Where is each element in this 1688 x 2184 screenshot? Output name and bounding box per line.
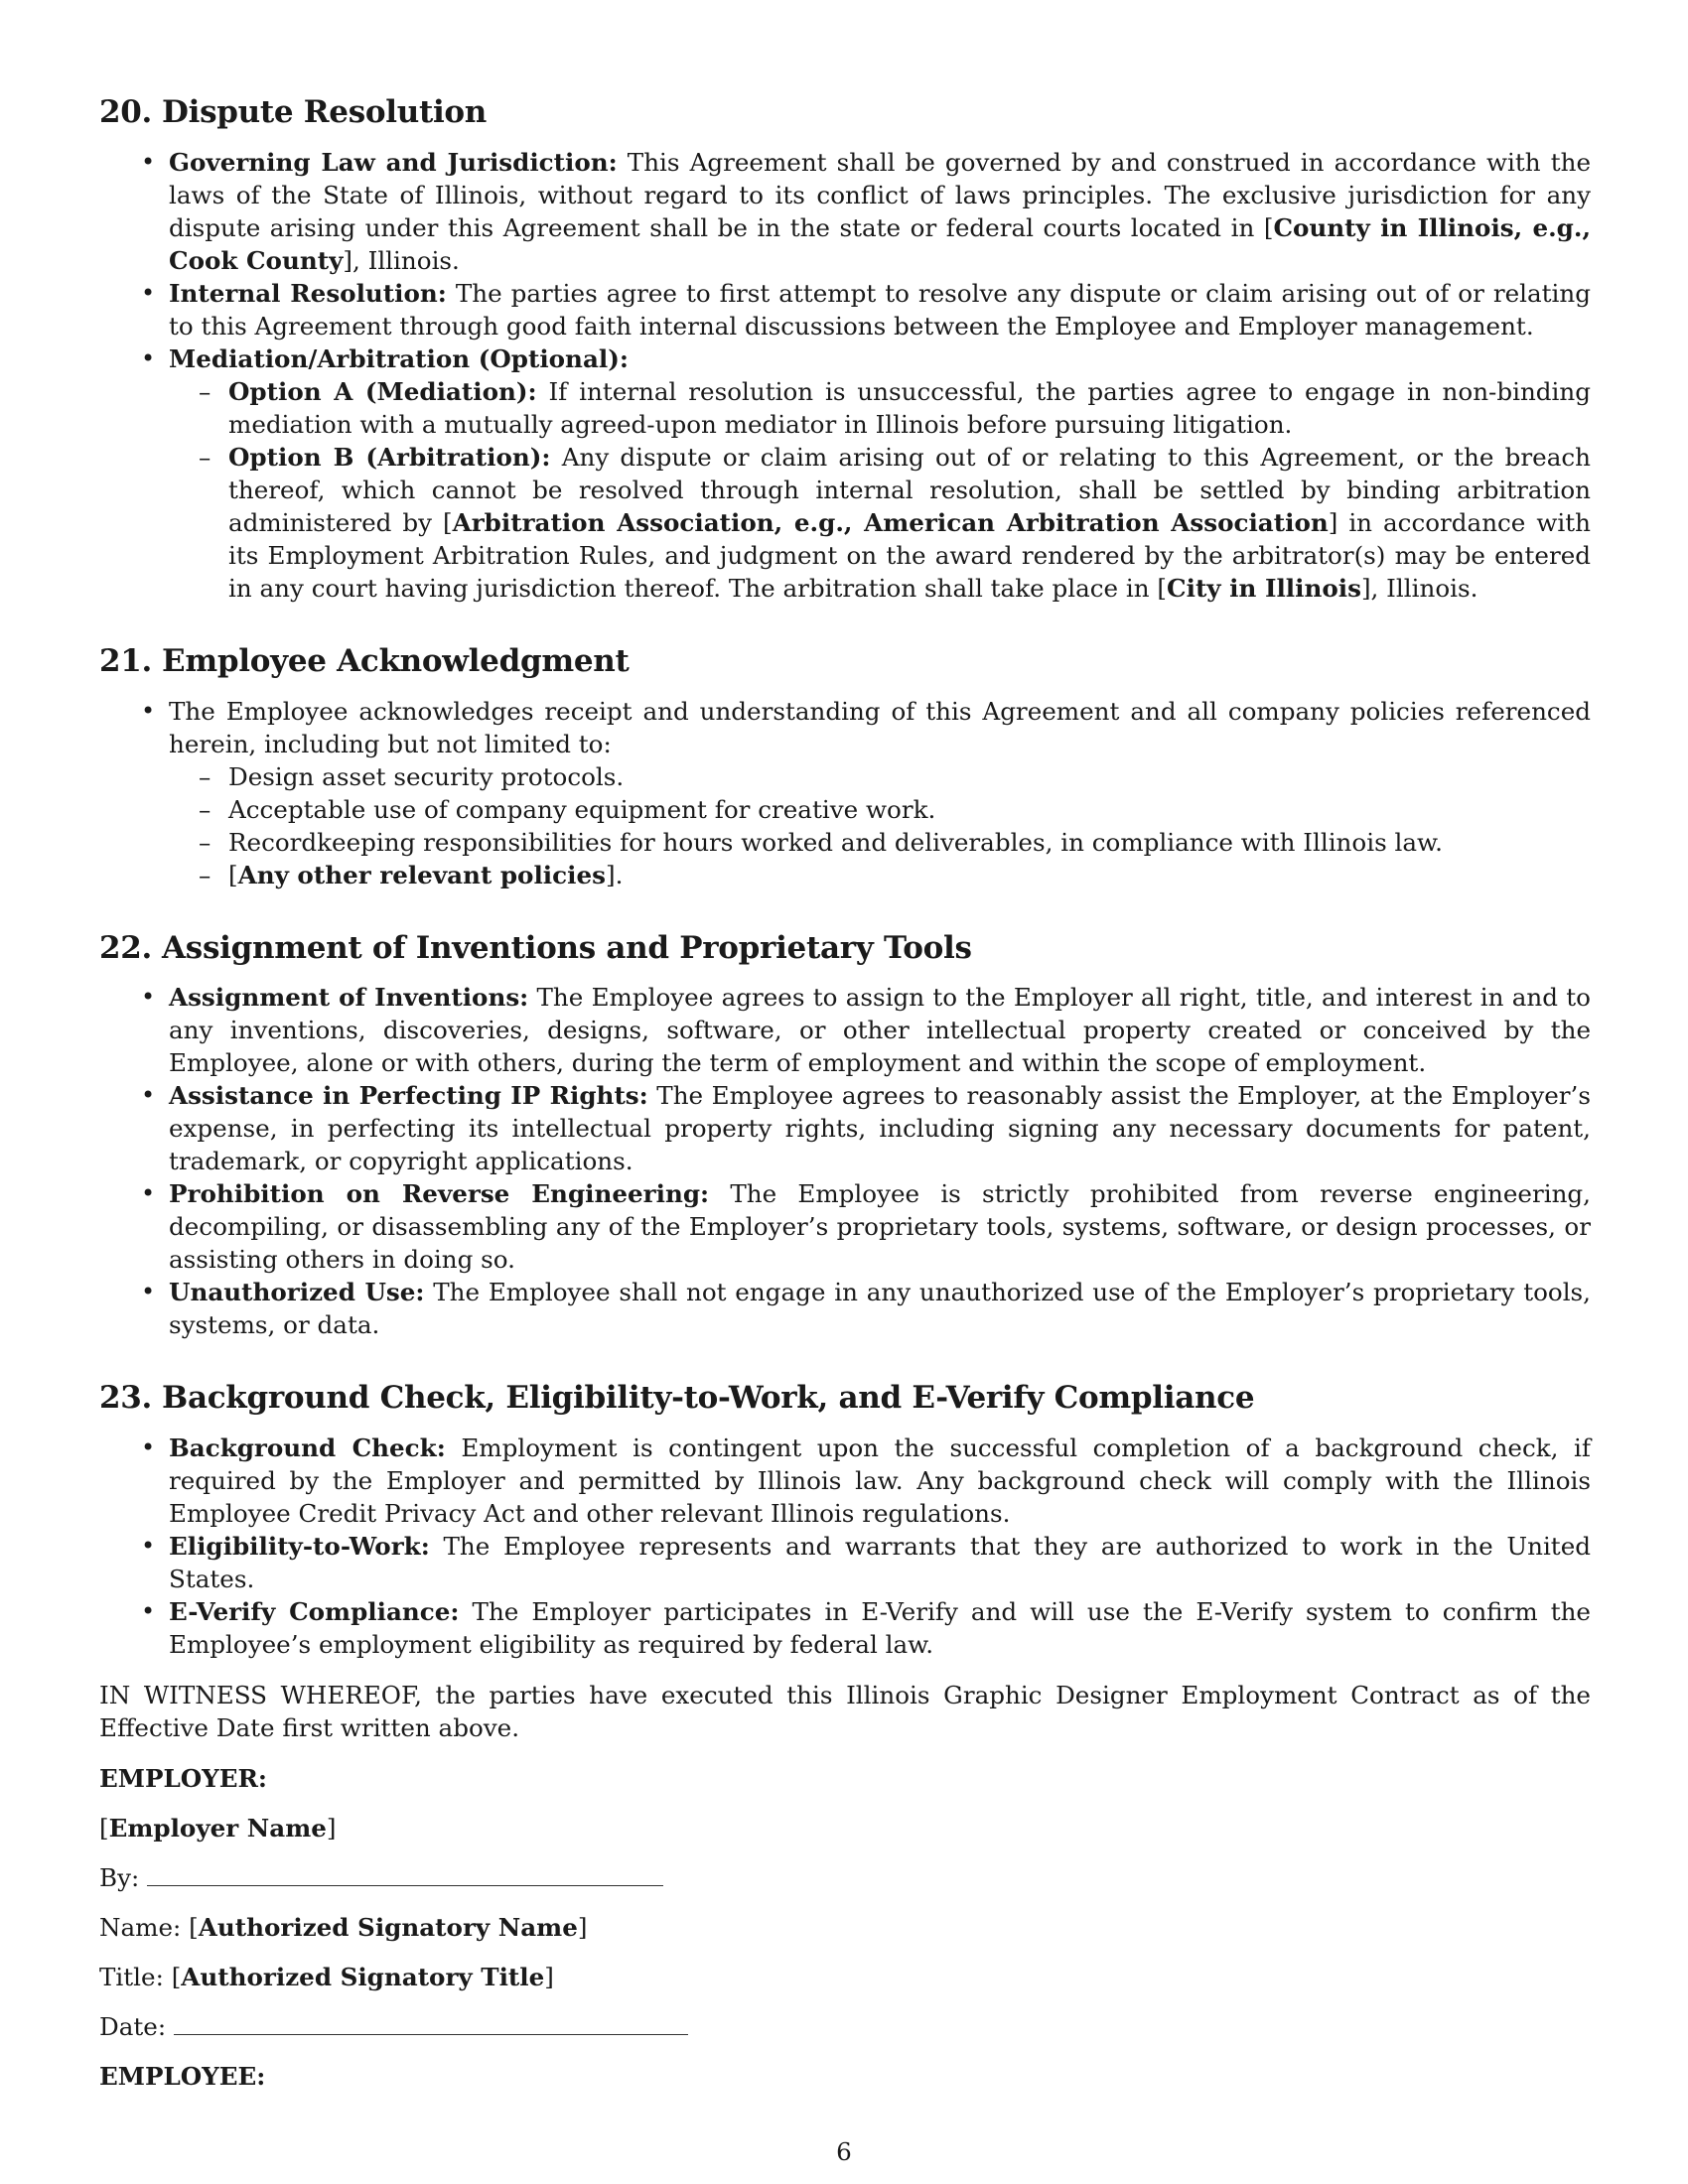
document-body	[99, 93, 1591, 2110]
sub-list-item	[169, 375, 1591, 441]
sub-list	[169, 375, 1591, 605]
item-label: Unauthorized Use:	[169, 1278, 425, 1307]
item-text: ].	[605, 860, 624, 889]
item-text: ] in accordance with its Employment Arbitration Rules, and judgment on the award rendered by the arbitrator(s) may be entered in any court having jurisdiction thereof. The arbitration shall take place in [	[228, 507, 1591, 603]
item-text: If internal resolution is unsuccessful, the parties agree to engage in non-binding mediation with a mutually agreed-upon mediator in Illinois before pursuing litigation.	[228, 376, 1591, 439]
sub-list-item	[169, 760, 1591, 793]
list-item	[99, 342, 1591, 605]
sub-list-item	[169, 793, 1591, 826]
item-label: Option B (Arbitration):	[228, 442, 551, 472]
item-text: ], Illinois.	[343, 245, 460, 275]
list-item	[99, 1530, 1591, 1595]
sub-list-item	[169, 441, 1591, 605]
bullet-list	[99, 981, 1591, 1341]
item-label: Internal Resolution:	[169, 278, 447, 308]
section-heading	[99, 929, 1591, 968]
date-label: Date:	[99, 2012, 167, 2041]
placeholder-field: Employer Name	[108, 1814, 327, 1843]
item-label: Background Check:	[169, 1433, 446, 1462]
list-item	[99, 146, 1591, 277]
placeholder-field: Any other relevant policies	[237, 860, 606, 889]
section-22	[99, 929, 1591, 1342]
list-item	[99, 695, 1591, 891]
section-heading	[99, 93, 1591, 132]
bullet-list	[99, 695, 1591, 891]
section-number: 21.	[99, 642, 153, 679]
placeholder-field: Authorized Signatory Title	[181, 1963, 545, 1991]
item-label: Assistance in Perfecting IP Rights:	[169, 1081, 648, 1111]
section-title: Assignment of Inventions and Proprietary Tools	[162, 929, 972, 966]
item-label: Governing Law and Jurisdiction:	[169, 147, 618, 177]
list-item	[99, 1432, 1591, 1530]
list-item	[99, 277, 1591, 342]
placeholder-field: County in Illinois, e.g., Cook County	[169, 212, 1592, 275]
employee-heading: EMPLOYEE:	[99, 2062, 266, 2091]
employer-heading: EMPLOYER:	[99, 1764, 267, 1793]
placeholder-field: Authorized Signatory Name	[198, 1913, 578, 1942]
section-number: 23.	[99, 1380, 153, 1417]
item-label: Eligibility-to-Work:	[169, 1532, 430, 1561]
item-text: Design asset security protocols.	[228, 761, 625, 791]
section-title: Dispute Resolution	[162, 94, 488, 130]
section-23	[99, 1379, 1591, 1661]
item-text: The Employer participates in E-Verify and will use the E-Verify system to confirm the Employee’s employment eligibility as required by federal law.	[169, 1597, 1591, 1659]
placeholder-field: Arbitration Association, e.g., American Arbitration Association	[452, 507, 1329, 537]
section-title: Employee Acknowledgment	[162, 642, 630, 679]
signature-blank[interactable]	[147, 1865, 663, 1886]
signature-by-line	[99, 1861, 1591, 1894]
section-number: 20.	[99, 94, 153, 130]
name-label: Name:	[99, 1913, 190, 1942]
witness-paragraph: IN WITNESS WHEREOF, the parties have executed this Illinois Graphic Designer Employment Contract as of the Effective Date first written above.	[99, 1681, 1591, 1742]
item-text: The Employee is strictly prohibited from reverse engineering, decompiling, or disassembling any of the Employer’s proprietary tools, systems, software, or design processes, or assisting others in doing so.	[169, 1179, 1591, 1275]
list-item	[99, 1595, 1591, 1661]
item-text: The Employee represents and warrants that they are authorized to work in the United States.	[169, 1532, 1591, 1593]
item-text: ], Illinois.	[1360, 573, 1478, 603]
signatory-title-line	[99, 1961, 1591, 1993]
item-text: The Employee agrees to reasonably assist the Employer, at the Employer’s expense, in perfecting its intellectual property rights, including signing any necessary documents for patent, trademark, or copyright applications.	[169, 1081, 1591, 1176]
section-title: Background Check, Eligibility-to-Work, and E-Verify Compliance	[162, 1380, 1255, 1417]
bracket: ]	[326, 1814, 337, 1843]
sub-list-item	[169, 859, 1591, 891]
bullet-list	[99, 146, 1591, 605]
item-label: Prohibition on Reverse Engineering:	[169, 1179, 710, 1209]
list-item	[99, 1276, 1591, 1341]
section-number: 22.	[99, 929, 153, 966]
placeholder-field: City in Illinois	[1167, 573, 1361, 603]
item-text: The Employee acknowledges receipt and understanding of this Agreement and all company policies referenced herein, including but not limited to:	[169, 696, 1591, 758]
section-21	[99, 642, 1591, 891]
by-label: By:	[99, 1863, 140, 1892]
signature-date-line	[99, 2010, 1591, 2043]
sub-list	[169, 760, 1591, 891]
item-text: Any dispute or claim arising out of or relating to this Agreement, or the breach thereof, which cannot be resolved through internal resolution, shall be settled by binding arbitration administered by [	[228, 442, 1591, 537]
signatory-name-line	[99, 1911, 1591, 1944]
bracket: [	[99, 1814, 109, 1843]
item-label: Mediation/Arbitration (Optional):	[169, 343, 629, 373]
item-label: E-Verify Compliance:	[169, 1597, 460, 1626]
section-20	[99, 93, 1591, 605]
item-text: The Employee agrees to assign to the Employer all right, title, and interest in and to any inventions, discoveries, designs, software, or other intellectual property created or conceived by the Employee, alone or with others, during the term of employment and within the scope of employment.	[169, 983, 1591, 1078]
list-item	[99, 1079, 1591, 1177]
page-number: 6	[836, 2137, 852, 2166]
bracket: ]	[544, 1963, 554, 1991]
item-text: This Agreement shall be governed by and construed in accordance with the laws of the State of Illinois, without regard to its conflict of laws principles. The exclusive jurisdiction for any dispute arising under this Agreement shall be in the state or federal courts located in [	[169, 147, 1591, 242]
sub-list-item	[169, 826, 1591, 859]
item-label: Option A (Mediation):	[228, 376, 537, 406]
bracket: [	[189, 1913, 199, 1942]
item-text: The parties agree to first attempt to resolve any dispute or claim arising out of or relating to this Agreement through good faith internal discussions between the Employee and Employer management.	[169, 278, 1592, 341]
item-label: Assignment of Inventions:	[169, 983, 529, 1013]
item-text: Recordkeeping responsibilities for hours worked and deliverables, in compliance with Illinois law.	[228, 827, 1443, 857]
bracket: [	[171, 1963, 182, 1991]
item-text: Employment is contingent upon the successful completion of a background check, if required by the Employer and permitted by Illinois law. Any background check will comply with the Illinois Employee Credit Privacy Act and other relevant Illinois regulations.	[169, 1433, 1591, 1528]
employer-name-line	[99, 1812, 1591, 1844]
item-text: Acceptable use of company equipment for creative work.	[228, 794, 936, 824]
item-text: [	[228, 860, 238, 889]
section-heading	[99, 642, 1591, 681]
item-text: The Employee shall not engage in any unauthorized use of the Employer’s proprietary tools, systems, or data.	[169, 1278, 1591, 1340]
date-blank[interactable]	[174, 2014, 688, 2035]
title-label: Title:	[99, 1963, 172, 1991]
bracket: ]	[577, 1913, 588, 1942]
bullet-list	[99, 1432, 1591, 1661]
list-item	[99, 981, 1591, 1079]
list-item	[99, 1177, 1591, 1276]
section-heading	[99, 1379, 1591, 1418]
